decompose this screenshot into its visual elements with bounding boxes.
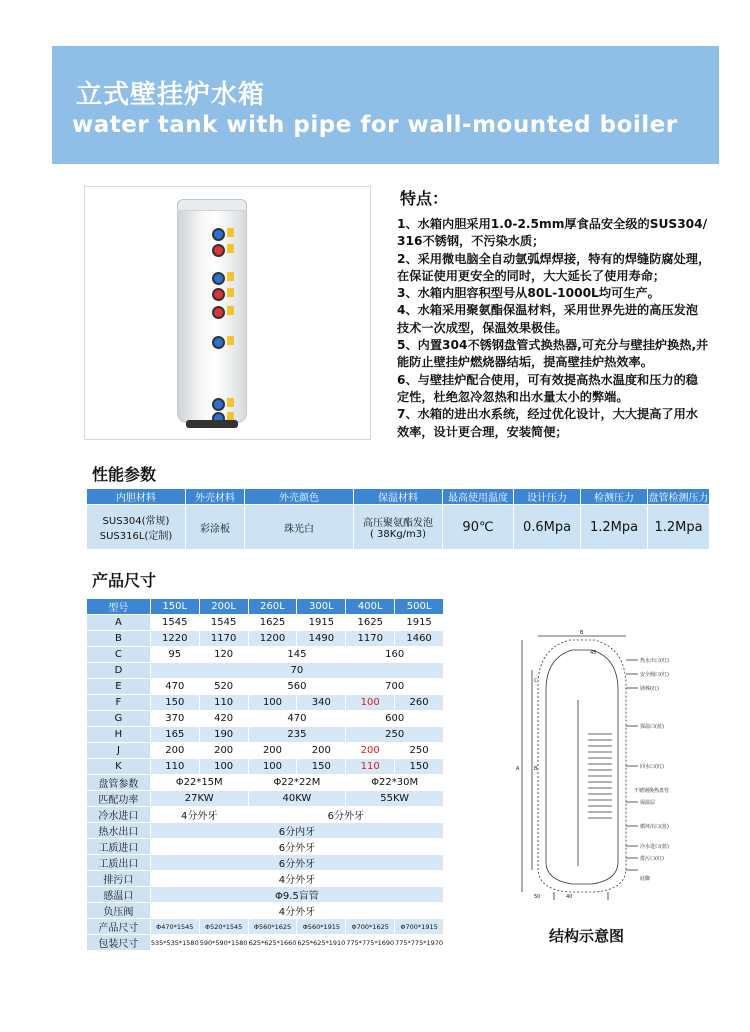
table-cell: 1915 — [395, 615, 444, 631]
product-photo — [84, 186, 371, 440]
row-label: E — [87, 679, 151, 695]
table-cell: 775*775*1690 — [346, 935, 395, 951]
dim-header: 500L — [395, 599, 444, 615]
table-row — [87, 631, 444, 647]
table-cell: 145 — [248, 647, 346, 663]
table-cell: 370 — [150, 711, 199, 727]
table-cell: 560 — [248, 679, 346, 695]
table-cell: 110 — [150, 759, 199, 775]
table-row — [87, 855, 444, 871]
table-cell: 1545 — [150, 615, 199, 631]
table-cell: 6分外牙 — [150, 839, 443, 855]
table-cell: 700 — [346, 679, 444, 695]
table-cell: 1220 — [150, 631, 199, 647]
feature-line: 效率，设计更合理，安装简便； — [397, 424, 568, 439]
table-row — [87, 663, 444, 679]
perf-header: 内胆材料 — [87, 489, 186, 505]
table-cell: 535*535*1580 — [150, 935, 199, 951]
table-cell: 1170 — [199, 631, 248, 647]
performance-title: 性能参数 — [92, 465, 157, 484]
table-cell: 520 — [199, 679, 248, 695]
features-title: 特点： — [400, 189, 449, 208]
feature-line: 4、水箱采用聚氨酯保温材料，采用世界先进的高压发泡 — [397, 303, 698, 318]
perf-cell-test-pressure: 1.2Mpa — [581, 505, 648, 550]
table-row — [87, 615, 444, 631]
table-cell: 625*625*1910 — [297, 935, 346, 951]
dim-label: C — [534, 678, 538, 684]
row-label: 冷水进口 — [87, 807, 151, 823]
table-cell: 6分外牙 — [150, 855, 443, 871]
table-cell: Φ560*1915 — [297, 919, 346, 935]
row-label: D — [87, 663, 151, 679]
table-row — [87, 807, 444, 823]
table-cell: 6分内牙 — [150, 823, 443, 839]
table-cell: 100 — [248, 695, 297, 711]
table-row — [87, 711, 444, 727]
feature-line: 316不锈钢，不污染水质； — [397, 234, 545, 249]
part-label: 热水出口(红) — [640, 658, 669, 664]
row-label: B — [87, 631, 151, 647]
table-cell: 165 — [150, 727, 199, 743]
table-cell: 200 — [199, 743, 248, 759]
feature-line: 技术一次成型，保温效果极佳。 — [397, 320, 568, 335]
dim-label: A — [516, 766, 520, 772]
part-label: 回水口(红) — [640, 764, 664, 770]
table-row — [87, 919, 444, 935]
part-label: 镁棒(红) — [640, 686, 659, 692]
table-cell: Φ22*22M — [248, 775, 346, 791]
part-label: 保温层 — [640, 800, 656, 806]
dim-label: 50 — [534, 894, 541, 900]
feature-line: 3、水箱内胆容积型号从80L-1000L均可生产。 — [397, 286, 660, 301]
title-cn: 立式壁挂炉水箱 — [76, 80, 266, 110]
dim-header: 400L — [346, 599, 395, 615]
table-cell: 40KW — [248, 791, 346, 807]
feature-line: 在保证使用更安全的同时，大大延长了使用寿命； — [397, 268, 666, 283]
part-label: 底脚 — [640, 876, 651, 882]
perf-cell-liner: SUS304(常规) SUS316L(定制) — [87, 505, 186, 550]
table-cell: 150 — [395, 759, 444, 775]
table-row — [87, 903, 444, 919]
table-cell: Φ9.5盲管 — [150, 887, 443, 903]
table-cell: 100 — [199, 759, 248, 775]
table-cell: 470 — [248, 711, 346, 727]
dim-label: B — [534, 766, 538, 772]
table-cell: 95 — [150, 647, 199, 663]
table-row — [87, 775, 444, 791]
title-banner — [52, 46, 719, 164]
perf-cell-color: 珠光白 — [245, 505, 354, 550]
table-cell: 1625 — [248, 615, 297, 631]
row-label: 产品尺寸 — [87, 919, 151, 935]
row-label: 盘管参数 — [87, 775, 151, 791]
feature-line: 5、内置304不锈钢盘管式换热器,可充分与壁挂炉换热,并 — [397, 338, 709, 353]
perf-cell-insulation: 高压聚氨酯发泡 ( 38Kg/m3) — [354, 505, 443, 550]
table-cell: 775*775*1970 — [395, 935, 444, 951]
table-row — [87, 743, 444, 759]
part-label: 安全阀口(红) — [640, 672, 669, 678]
table-cell: 250 — [395, 743, 444, 759]
part-label: 探温口(蓝) — [640, 724, 664, 730]
table-cell: 190 — [199, 727, 248, 743]
table-cell: 160 — [346, 647, 444, 663]
table-cell: 150 — [297, 759, 346, 775]
table-row — [87, 695, 444, 711]
perf-cell-design-pressure: 0.6Mpa — [514, 505, 581, 550]
perf-cell-coil-pressure: 1.2Mpa — [648, 505, 710, 550]
table-row — [87, 823, 444, 839]
table-cell: 110 — [199, 695, 248, 711]
row-label: C — [87, 647, 151, 663]
table-cell: 1625 — [346, 615, 395, 631]
table-cell: 200 — [346, 743, 395, 759]
feature-line: 7、水箱的进出水系统，经过优化设计，大大提高了用水 — [397, 407, 698, 422]
title-en: water tank with pipe for wall-mounted boiler — [72, 112, 678, 138]
table-cell: Φ470*1545 — [150, 919, 199, 935]
table-cell: 6分外牙 — [248, 807, 443, 823]
row-label: 热水出口 — [87, 823, 151, 839]
dim-header: 260L — [248, 599, 297, 615]
table-row — [87, 727, 444, 743]
row-label: F — [87, 695, 151, 711]
table-cell: Φ22*15M — [150, 775, 248, 791]
table-row — [87, 871, 444, 887]
table-cell: 340 — [297, 695, 346, 711]
table-cell: 600 — [346, 711, 444, 727]
dim-label: B — [580, 630, 584, 636]
table-cell: 1915 — [297, 615, 346, 631]
table-row — [87, 647, 444, 663]
table-cell: 27KW — [150, 791, 248, 807]
table-cell: Φ22*30M — [346, 775, 444, 791]
perf-cell-shell: 彩涂板 — [186, 505, 245, 550]
performance-table — [86, 488, 710, 550]
table-row — [87, 791, 444, 807]
feature-line: 1、水箱内胆采用1.0-2.5mm厚食品安全级的SUS304/ — [397, 217, 708, 231]
dimensions-title: 产品尺寸 — [92, 571, 157, 590]
row-label: 排污口 — [87, 871, 151, 887]
table-cell: 100 — [248, 759, 297, 775]
table-cell: 70 — [150, 663, 443, 679]
structure-diagram — [508, 630, 686, 900]
row-label: A — [87, 615, 151, 631]
row-label: K — [87, 759, 151, 775]
dim-header: 型号 — [87, 599, 151, 615]
features-list — [397, 216, 732, 441]
dim-header: 150L — [150, 599, 199, 615]
feature-line: 定性，杜绝忽冷忽热和出水量太小的弊端。 — [397, 389, 629, 404]
table-cell: Φ520*1545 — [199, 919, 248, 935]
part-label: 冷水进口(蓝) — [640, 844, 669, 850]
perf-header: 检测压力 — [581, 489, 648, 505]
table-cell: 235 — [248, 727, 346, 743]
table-cell: 200 — [150, 743, 199, 759]
table-cell: 1200 — [248, 631, 297, 647]
row-label: G — [87, 711, 151, 727]
perf-header: 盘管检测压力 — [648, 489, 710, 505]
row-label: 工质进口 — [87, 839, 151, 855]
table-cell: 110 — [346, 759, 395, 775]
part-label: 循环出口(蓝) — [640, 824, 669, 830]
water-tank-image — [177, 199, 247, 423]
table-cell: 420 — [199, 711, 248, 727]
dim-label: 45 — [590, 650, 597, 656]
part-label: 不锈钢换热盘管 — [634, 788, 670, 794]
feature-line: 6、与壁挂炉配合使用，可有效提高热水温度和压力的稳 — [397, 372, 698, 387]
table-cell: 590*590*1580 — [199, 935, 248, 951]
table-cell: 150 — [150, 695, 199, 711]
tank-inner-outline — [546, 650, 618, 884]
table-cell: 625*625*1660 — [248, 935, 297, 951]
row-label: 感温口 — [87, 887, 151, 903]
row-label: 包装尺寸 — [87, 935, 151, 951]
perf-cell-temp: 90℃ — [443, 505, 514, 550]
table-cell: 55KW — [346, 791, 444, 807]
row-label: 工质出口 — [87, 855, 151, 871]
table-cell: 200 — [248, 743, 297, 759]
tank-insulation-outline — [538, 640, 626, 892]
table-cell: 250 — [346, 727, 444, 743]
dimensions-table — [86, 598, 444, 951]
table-row — [87, 839, 444, 855]
table-cell: 1170 — [346, 631, 395, 647]
diagram-caption: 结构示意图 — [549, 927, 625, 945]
table-cell: 260 — [395, 695, 444, 711]
row-label: 匹配功率 — [87, 791, 151, 807]
table-row — [87, 887, 444, 903]
table-cell: 4分外牙 — [150, 871, 443, 887]
table-cell: Φ700*1625 — [346, 919, 395, 935]
table-cell: 4分外牙 — [150, 807, 248, 823]
table-row — [87, 679, 444, 695]
perf-header: 最高使用温度 — [443, 489, 514, 505]
table-row — [87, 759, 444, 775]
dim-header: 200L — [199, 599, 248, 615]
coil-heat-exchanger — [588, 734, 612, 818]
perf-header: 外壳颜色 — [245, 489, 354, 505]
table-cell: 100 — [346, 695, 395, 711]
table-cell: 4分外牙 — [150, 903, 443, 919]
perf-header: 外壳材料 — [186, 489, 245, 505]
row-label: 负压阀 — [87, 903, 151, 919]
part-label: 排污口(红) — [640, 856, 664, 862]
table-cell: 200 — [297, 743, 346, 759]
row-label: H — [87, 727, 151, 743]
perf-header: 设计压力 — [514, 489, 581, 505]
dim-label: 40 — [566, 894, 573, 900]
row-label: J — [87, 743, 151, 759]
table-cell: Φ560*1625 — [248, 919, 297, 935]
table-cell: 1460 — [395, 631, 444, 647]
table-cell: 120 — [199, 647, 248, 663]
perf-header: 保温材料 — [354, 489, 443, 505]
table-row — [87, 935, 444, 951]
dim-header: 300L — [297, 599, 346, 615]
table-cell: 1490 — [297, 631, 346, 647]
table-cell: 1545 — [199, 615, 248, 631]
feature-line: 2、采用微电脑全自动氩弧焊焊接，特有的焊缝防腐处理， — [397, 251, 711, 266]
table-cell: Φ700*1915 — [395, 919, 444, 935]
feature-line: 能防止壁挂炉燃烧器结垢，提高壁挂炉热效率。 — [397, 355, 653, 370]
table-cell: 470 — [150, 679, 199, 695]
